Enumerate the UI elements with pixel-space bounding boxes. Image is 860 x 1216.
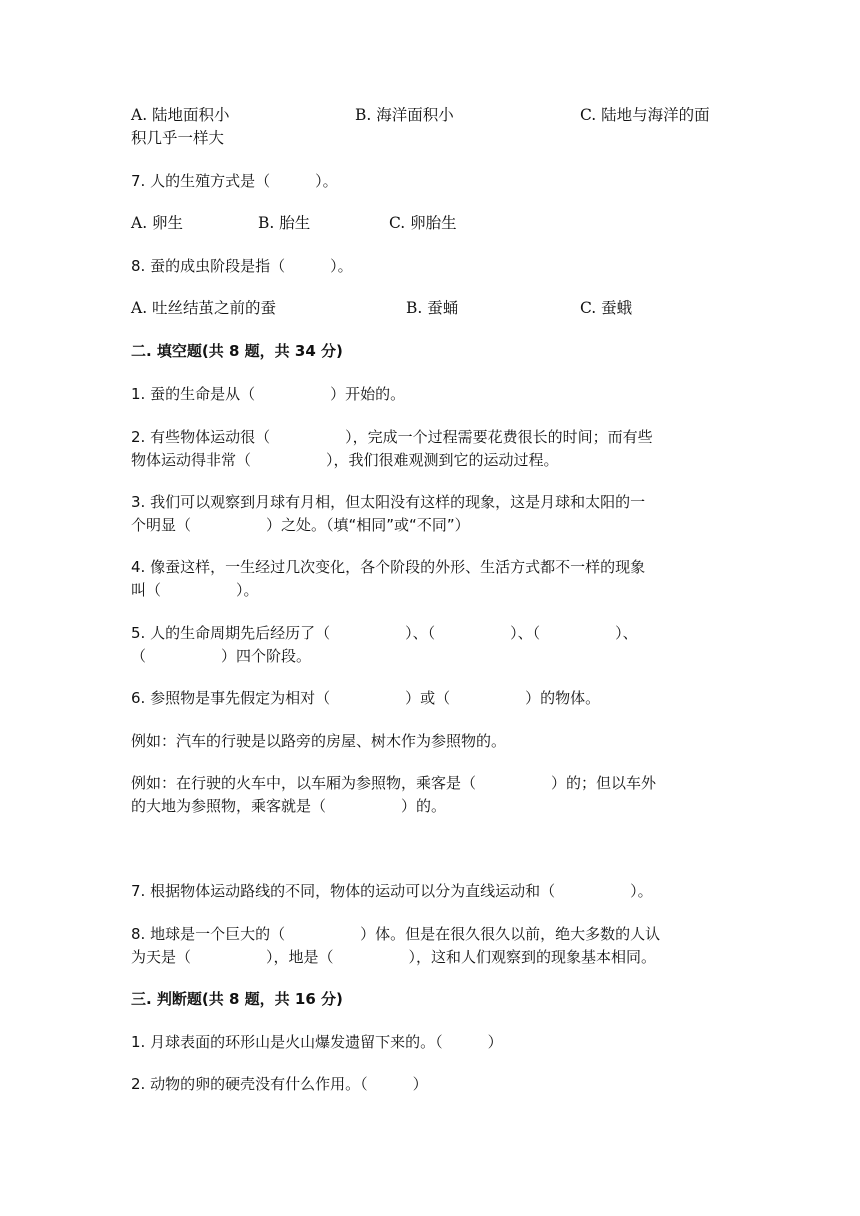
fill-question-8-line-1: 8. 地球是一个巨大的（ ）体。但是在很久很久以前，绝大多数的人认 — [131, 925, 661, 943]
fill-question-4-line-1: 4. 像蚕这样，一生经过几次变化，各个阶段的外形、生活方式都不一样的现象 — [131, 558, 646, 576]
fill-question-3-line-1: 3. 我们可以观察到月球有月相，但太阳没有这样的现象，这是月球和太阳的一 — [131, 493, 646, 511]
fill-question-6: 6. 参照物是事先假定为相对（ ）或（ ）的物体。 — [131, 689, 601, 707]
question-8-stem: 8. 蚕的成虫阶段是指（ ）。 — [131, 257, 353, 275]
fill-question-3-line-2: 个明显（ ）之处。（填“相同”或“不同”） — [131, 516, 470, 534]
fill-question-2-line-1: 2. 有些物体运动很（ ），完成一个过程需要花费很长的时间；而有些 — [131, 428, 653, 446]
section-2-title: 二. 填空题(共 8 题，共 34 分) — [131, 342, 343, 360]
q8-option-c: C. 蚕蛾 — [580, 299, 633, 317]
fill-question-4-line-2: 叫（ ）。 — [131, 581, 259, 599]
fill-question-6-example-2-line-1: 例如：在行驶的火车中，以车厢为参照物，乘客是（ ）的；但以车外 — [131, 774, 657, 792]
q6-option-a: A. 陆地面积小 — [131, 106, 230, 124]
fill-question-7: 7. 根据物体运动路线的不同，物体的运动可以分为直线运动和（ ）。 — [131, 882, 653, 900]
section-3-title: 三. 判断题(共 8 题，共 16 分) — [131, 990, 343, 1008]
q8-option-b: B. 蚕蛹 — [406, 299, 459, 317]
fill-question-8-line-2: 为天是（ ），地是（ ），这和人们观察到的现象基本相同。 — [131, 948, 657, 966]
fill-question-2-line-2: 物体运动得非常（ ），我们很难观测到它的运动过程。 — [131, 451, 559, 469]
judge-question-2: 2. 动物的卵的硬壳没有什么作用。（ ） — [131, 1075, 428, 1093]
judge-question-1: 1. 月球表面的环形山是火山爆发遗留下来的。（ ） — [131, 1033, 503, 1051]
q6-option-b: B. 海洋面积小 — [355, 106, 454, 124]
fill-question-6-example-1: 例如：汽车的行驶是以路旁的房屋、树木作为参照物的。 — [131, 732, 507, 750]
q7-option-b: B. 胎生 — [258, 214, 311, 232]
q7-option-a: A. 卵生 — [131, 214, 184, 232]
q6-option-c-continued: 积几乎一样大 — [131, 129, 225, 147]
question-7-stem: 7. 人的生殖方式是（ ）。 — [131, 172, 338, 190]
q8-option-a: A. 吐丝结茧之前的蚕 — [131, 299, 277, 317]
q7-option-c: C. 卵胎生 — [389, 214, 457, 232]
fill-question-1: 1. 蚕的生命是从（ ）开始的。 — [131, 385, 406, 403]
fill-question-6-example-2-line-2: 的大地为参照物，乘客就是（ ）的。 — [131, 797, 447, 815]
fill-question-5-line-2: （ ）四个阶段。 — [131, 647, 312, 665]
q6-option-c: C. 陆地与海洋的面 — [580, 106, 710, 124]
fill-question-5-line-1: 5. 人的生命周期先后经历了（ ）、（ ）、（ ）、 — [131, 624, 638, 642]
